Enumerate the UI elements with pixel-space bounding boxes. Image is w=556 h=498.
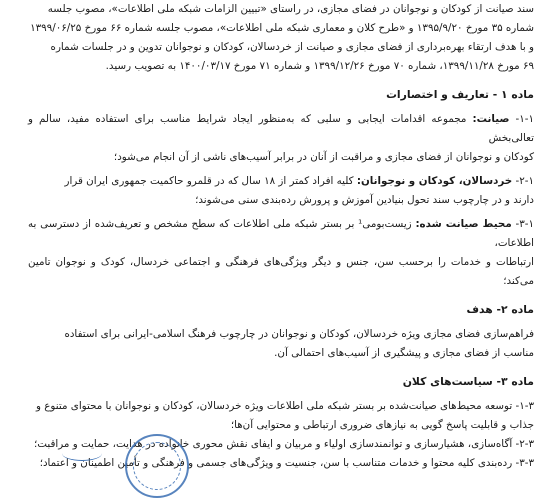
article-3-item-3 xyxy=(28,454,534,473)
intro-line-3: و با هدف ارتقاء بهره‌برداری از فضای مجازی و صیانت از خردسالان، کودکان و نوجوانان تدوین و در جلسات شماره xyxy=(50,41,534,53)
item-number: ۳-۳- xyxy=(512,457,534,469)
item-number: ۱-۱- xyxy=(509,113,534,125)
item-number: ۱-۳- xyxy=(512,400,534,412)
item-term: خردسالان، کودکان و نوجوانان: xyxy=(356,175,513,187)
intro-line-2: شماره ۳۵ مورخ ۱۳۹۵/۹/۲۰ و «طرح کلان و معماری شبکه ملی اطلاعات»، مصوب جلسه شماره ۶۶ مورخ ۱۳۹۹/۰۶/۲۵ xyxy=(30,22,534,34)
article-1-item-1 xyxy=(28,110,534,167)
intro-line-4: ۶۹ مورخ ۱۳۹۹/۱۱/۲۸، شماره ۷۰ مورخ ۱۳۹۹/۱۲/۲۶ و شماره ۷۱ مورخ ۱۴۰۰/۰۳/۱۷ به تصویب رسید. xyxy=(105,60,534,72)
item-text-cont: جذاب و قابلیت پاسخ گویی به نیازهای ضروری ارتباطی و محتوایی آن‌ها؛ xyxy=(230,419,534,431)
article-1 xyxy=(28,85,534,291)
item-text: کلیه افراد کمتر از ۱۸ سال که در قلمرو حاکمیت جمهوری ایران قرار xyxy=(64,175,357,187)
article-2 xyxy=(28,300,534,363)
item-text: مجموعه اقدامات ایجابی و سلبی که به‌منظور ایجاد شرایط مناسب برای استفاده مفید، سالم و تعالی‌بخش xyxy=(28,113,534,144)
item-text: زیست‌بومی¹ بر بستر شبکه ملی اطلاعات که سطح مشخص و تعریف‌شده از دسترسی به اطلاعات، xyxy=(28,218,534,249)
article-2-line-1: فراهم‌سازی فضای مجازی ویژه خردسالان، کودکان و نوجوانان در چارچوب فرهنگ اسلامی-ایرانی برای استفاده xyxy=(64,328,534,340)
item-term: محیط صیانت شده: xyxy=(415,218,512,230)
item-text: آگاه‌سازی، هشیارسازی و توانمندسازی اولیاء و مربیان و ایفای نقش محوری خانواده در هدایت، حمایت و مراقبت؛ xyxy=(33,438,513,450)
item-number: ۲-۱- xyxy=(512,175,534,187)
item-number: ۲-۳- xyxy=(512,438,534,450)
article-1-item-2 xyxy=(28,172,534,210)
article-3-item-1 xyxy=(28,397,534,435)
official-stamp xyxy=(125,434,189,498)
article-3-item-2 xyxy=(28,435,534,454)
article-1-heading: ماده ۱ - تعاریف و اختصارات xyxy=(386,88,534,101)
article-1-item-3 xyxy=(28,215,534,291)
item-text-cont: کودکان و نوجوانان از فضای مجازی و مراقبت از آنان در برابر آسیب‌های ناشی از آن انجام می‌شود؛ xyxy=(113,151,534,163)
intro-paragraph xyxy=(28,0,534,76)
article-2-heading: ماده ۲- هدف xyxy=(466,303,534,316)
article-3-heading: ماده ۳- سیاست‌های کلان xyxy=(402,375,534,388)
item-text: توسعه محیط‌های صیانت‌شده بر بستر شبکه ملی اطلاعات ویژه خردسالان، کودکان و نوجوانان با محتوای متنوع و xyxy=(36,400,513,412)
item-term: صیانت: xyxy=(472,113,510,125)
article-2-line-2: مناسب از فضای مجازی و پیشگیری از آسیب‌های احتمالی آن. xyxy=(274,347,534,359)
signature-mark xyxy=(62,446,102,461)
intro-line-1: سند صیانت از کودکان و نوجوانان در فضای مجازی، در راستای «تبیین الزامات شبکه ملی اطلاعات»، مصوب جلسه xyxy=(47,3,534,15)
item-text-cont: ارتباطات و خدمات را برحسب سن، جنس و دیگر ویژگی‌های فرهنگی و اجتماعی خردسال، کودک و نوجوان تامین می‌کند؛ xyxy=(28,256,534,287)
item-number: ۳-۱- xyxy=(511,218,534,230)
item-text-cont: دارند و در چارچوب سند تحول بنیادین آموزش و پرورش رده‌بندی سنی می‌شوند؛ xyxy=(195,194,534,206)
item-text: رده‌بندی کلیه محتوا و خدمات متناسب با سن، جنسیت و ویژگی‌های جسمی و فرهنگی و تأمین اطمینان و اعتماد؛ xyxy=(39,457,513,469)
